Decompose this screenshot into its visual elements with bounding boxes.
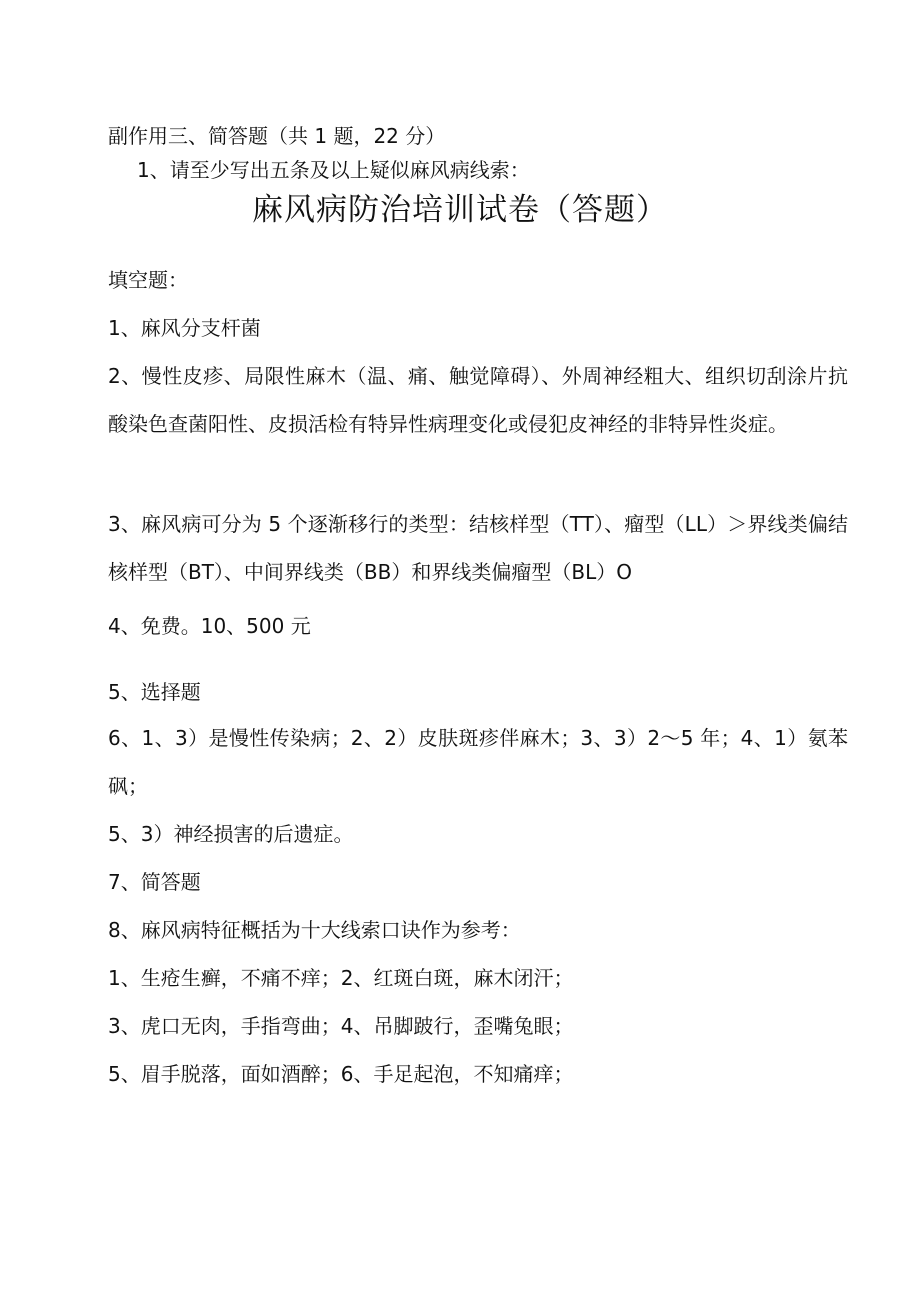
clue-line-2: 3、虎口无肉，手指弯曲；4、吊脚跛行，歪嘴兔眼； [108, 1014, 574, 1038]
document-title: 麻风病防治培训试卷（答题） [252, 192, 668, 228]
clue-line-1: 1、生疮生癣，不痛不痒；2、红斑白斑，麻木闭汗； [108, 966, 574, 990]
answer-item-7: 7、简答题 [108, 870, 201, 894]
header-line-1: 副作用三、简答题（共 1 题，22 分） [108, 124, 446, 148]
answer-item-3: 3、麻风病可分为 5 个逐渐移行的类型：结核样型（TT）、瘤型（LL）＞界线类偏结核样型（BT）、中间界线类（BB）和界线类偏瘤型（BL）O [108, 512, 848, 584]
answer-item-4: 4、免费。10、500 元 [108, 614, 311, 638]
answer-item-2: 2、慢性皮疹、局限性麻木（温、痛、触觉障碍）、外周神经粗大、组织切刮涂片抗酸染色查菌阳性、皮损活检有特异性病理变化或侵犯皮神经的非特异性炎症。 [108, 364, 848, 436]
answer-item-1: 1、麻风分支杆菌 [108, 316, 261, 340]
clue-line-3: 5、眉手脱落，面如酒醉；6、手足起泡，不知痛痒； [108, 1062, 574, 1086]
answer-item-6b: 5、3）神经损害的后遗症。 [108, 822, 354, 846]
answer-item-6: 6、1、3）是慢性传染病；2、2）皮肤斑疹伴麻木；3、3）2～5 年；4、1）氨苯砜； [108, 726, 848, 798]
fill-in-heading: 填空题： [108, 268, 188, 292]
answer-item-5: 5、选择题 [108, 680, 201, 704]
answer-item-8: 8、麻风病特征概括为十大线索口诀作为参考： [108, 918, 521, 942]
header-line-2: 1、请至少写出五条及以上疑似麻风病线索： [137, 158, 530, 182]
